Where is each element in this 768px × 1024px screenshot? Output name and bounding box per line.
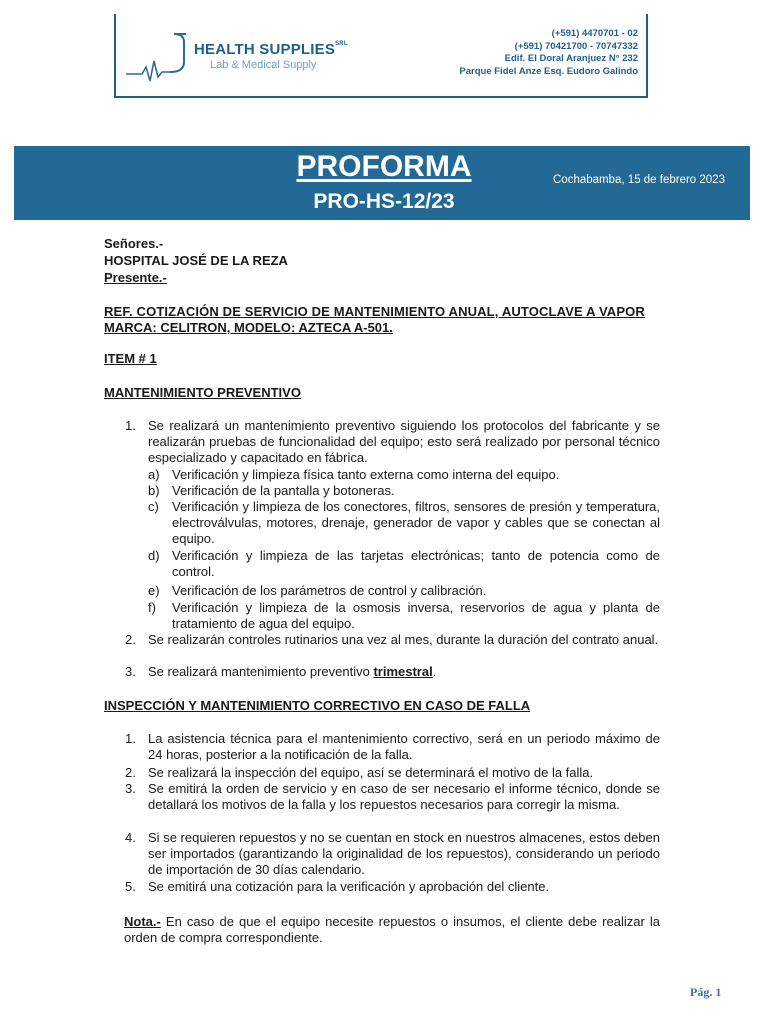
corrective-item: La asistencia técnica para el mantenimiento correctivo, será en un periodo máximo de 24 horas, posterior a la notificación de la falla. — [148, 731, 660, 762]
note-label: Nota.- — [124, 914, 161, 929]
subitem-letter: a) — [148, 467, 160, 482]
note — [124, 914, 660, 946]
subitem-letter: c) — [148, 499, 159, 514]
brand-subtitle: Lab & Medical Supply — [210, 59, 317, 71]
subitem-letter: e) — [148, 583, 160, 598]
address-line-1: Edif. El Doral Aranjuez N° 232 — [504, 53, 638, 64]
contact-block — [459, 28, 638, 78]
corrective-item-number: 1. — [125, 731, 136, 746]
phone-landline: (+591) 4470701 - 02 — [551, 28, 638, 39]
corrective-item: Si se requieren repuestos y no se cuentan en stock en nuestros almacenes, estos deben ser importados (garantizando la originalidad de los repuestos), considerando un periodo de importación de 30 días calendario. — [148, 830, 660, 877]
subitem: Verificación de los parámetros de control y calibración. — [172, 583, 487, 598]
emphasis-trimestral: trimestral — [373, 664, 433, 679]
brand-name: HEALTH $SUPPLIES^{SRL}$ — [194, 41, 348, 58]
preventive-heading: MANTENIMIENTO PREVENTIVO — [104, 385, 301, 400]
subitem-letter: f) — [148, 600, 156, 615]
presente: Presente.- — [104, 270, 167, 285]
preventive-item-number: 3. — [125, 664, 136, 679]
reference-line-2: MARCA: CELITRON, MODELO: AZTECA A-501. — [104, 320, 393, 335]
letterhead — [114, 14, 648, 98]
preventive-item-number: 2. — [125, 632, 136, 647]
subitem-letter: b) — [148, 483, 160, 498]
subitem: Verificación y limpieza de las tarjetas electrónicas; tanto de potencia como de control. — [172, 548, 660, 579]
subitem: Verificación de la pantalla y botoneras. — [172, 483, 395, 498]
subitem-letter: d) — [148, 548, 160, 563]
company-logo — [124, 24, 354, 94]
corrective-item-number: 4. — [125, 830, 136, 845]
reference-line-1: REF. COTIZACIÓN DE SERVICIO DE MANTENIMIENTO ANUAL, AUTOCLAVE A VAPOR — [104, 304, 645, 319]
preventive-item: Se realizará mantenimiento preventivo trimestral. — [148, 664, 437, 679]
preventive-item: Se realizarán controles rutinarios una vez al mes, durante la duración del contrato anual. — [148, 632, 659, 647]
corrective-item: Se emitirá una cotización para la verificación y aprobación del cliente. — [148, 879, 550, 894]
document-date: Cochabamba, 15 de febrero 2023 — [553, 174, 725, 186]
document-code: PRO-HS-12/23 — [313, 190, 455, 213]
note-text: En caso de que el equipo necesite repuestos o insumos, el cliente debe realizar la orden de compra correspondiente. — [124, 914, 660, 945]
preventive-item: Se realizará un mantenimiento preventivo siguiendo los protocolos del fabricante y se realizarán pruebas de funcionalidad del equipo; esto será realizado por personal técnico especializado y capacitado en fábrica. — [148, 418, 660, 465]
corrective-item-number: 5. — [125, 879, 136, 894]
corrective-item-number: 2. — [125, 765, 136, 780]
corrective-item: Se emitirá la orden de servicio y en caso de ser necesario el informe técnico, donde se detallará los motivos de la falla y los repuestos necesarios para corregir la misma. — [148, 781, 660, 812]
preventive-item-number: 1. — [125, 418, 136, 433]
address-line-2: Parque Fidel Anze Esq. Eudoro Galindo — [459, 65, 638, 77]
recipient-name: HOSPITAL JOSÉ DE LA REZA — [104, 253, 288, 268]
corrective-heading: INSPECCIÓN Y MANTENIMIENTO CORRECTIVO EN CASO DE FALLA — [104, 698, 531, 713]
subitem: Verificación y limpieza física tanto externa como interna del equipo. — [172, 467, 560, 482]
item-label: ITEM # 1 — [104, 351, 157, 366]
heartbeat-logo-icon — [124, 24, 194, 86]
document-title: PROFORMA — [296, 150, 472, 183]
page-number: Pág. 1 — [690, 985, 722, 999]
corrective-item: Se realizará la inspección del equipo, así se determinará el motivo de la falla. — [148, 765, 594, 780]
corrective-item-number: 3. — [125, 781, 136, 796]
subitem: Verificación y limpieza de la osmosis inversa, reservorios de agua y planta de tratamiento de agua del equipo. — [172, 600, 660, 631]
subitem: Verificación y limpieza de los conectores, filtros, sensores de presión y temperatura, electroválvulas, motores, drenaje, generador de vapor y cables que se conectan al equipo. — [172, 499, 660, 546]
salutation: Señores.- — [104, 236, 164, 251]
phone-mobile: (+591) 70421700 - 70747332 — [514, 40, 638, 52]
